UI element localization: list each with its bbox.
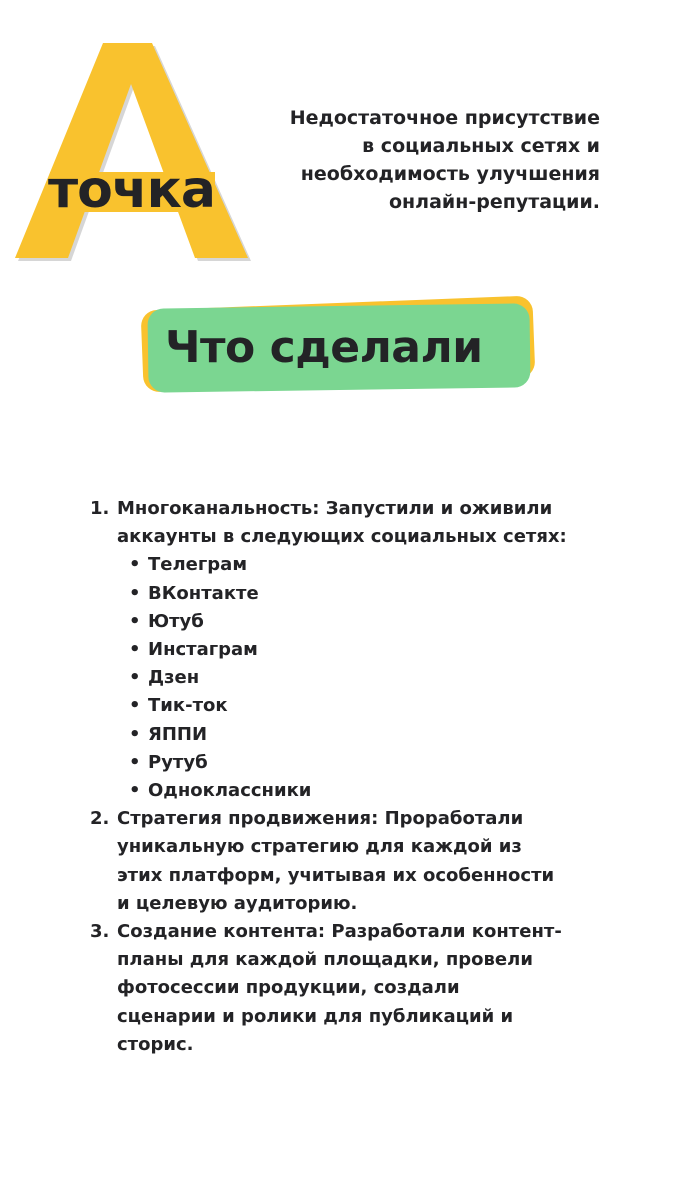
sub-list-label: Ютуб (148, 610, 204, 632)
bullet-icon: • (129, 695, 141, 717)
sub-list-item (117, 777, 567, 805)
list-item-line: уникальную стратегию для каждой из (117, 836, 522, 858)
sub-list-label: Телеграм (148, 554, 248, 576)
sub-list-label: Одноклассники (148, 780, 312, 802)
sub-list-label: ЯППИ (148, 723, 208, 745)
bullet-icon: • (129, 723, 141, 745)
sub-list-item (117, 749, 567, 777)
tochka-word: точка (48, 160, 215, 220)
sub-list-label: Инстаграм (148, 639, 258, 661)
problem-line: в социальных сетях и (362, 135, 600, 157)
bullet-icon: • (129, 582, 141, 604)
problem-statement (290, 104, 600, 216)
list-item-line: сценарии и ролики для публикаций и (117, 1005, 514, 1027)
bullet-icon: • (129, 751, 141, 773)
sub-list-item (117, 721, 567, 749)
sub-list-label: Тик-ток (148, 695, 228, 717)
bullet-icon: • (129, 554, 141, 576)
list-item-line: Стратегия продвижения: Проработали (117, 808, 524, 830)
sub-list-item (117, 580, 567, 608)
sub-list-item (117, 636, 567, 664)
list-number: 2. (90, 808, 110, 830)
sub-list-item (117, 664, 567, 692)
list-item-line: и целевую аудиторию. (117, 892, 358, 914)
sub-list-item (117, 692, 567, 720)
list-item-line: Создание контента: Разработали контент- (117, 921, 562, 943)
letter-a-logo (0, 0, 260, 270)
list-item-line: планы для каждой площадки, провели (117, 949, 533, 971)
sub-list-item (117, 608, 567, 636)
list-item-line: фотосессии продукции, создали (117, 977, 460, 999)
section-title: Что сделали (165, 322, 483, 373)
bullet-icon: • (129, 610, 141, 632)
bullet-icon: • (129, 667, 141, 689)
actions-list (90, 495, 567, 1059)
list-number: 3. (90, 921, 110, 943)
sub-list-item (117, 551, 567, 579)
bullet-icon: • (129, 780, 141, 802)
problem-line: Недостаточное присутствие (289, 107, 600, 129)
list-item (90, 918, 567, 1059)
list-item (90, 495, 567, 805)
sub-list-label: Дзен (148, 667, 200, 689)
problem-line: онлайн-репутации. (388, 191, 600, 213)
list-item-line: сторис. (117, 1033, 194, 1055)
list-number: 1. (90, 498, 110, 519)
sub-list-label: ВКонтакте (148, 582, 259, 604)
list-item (90, 805, 567, 918)
list-item-line: этих платформ, учитывая их особенности (117, 864, 555, 886)
bullet-icon: • (129, 639, 141, 661)
list-item-line: Многоканальность: Запустили и оживили (117, 498, 553, 519)
sub-list-label: Рутуб (148, 751, 208, 773)
list-item-line: аккаунты в следующих социальных сетях: (117, 526, 567, 548)
problem-line: необходимость улучшения (300, 163, 600, 185)
